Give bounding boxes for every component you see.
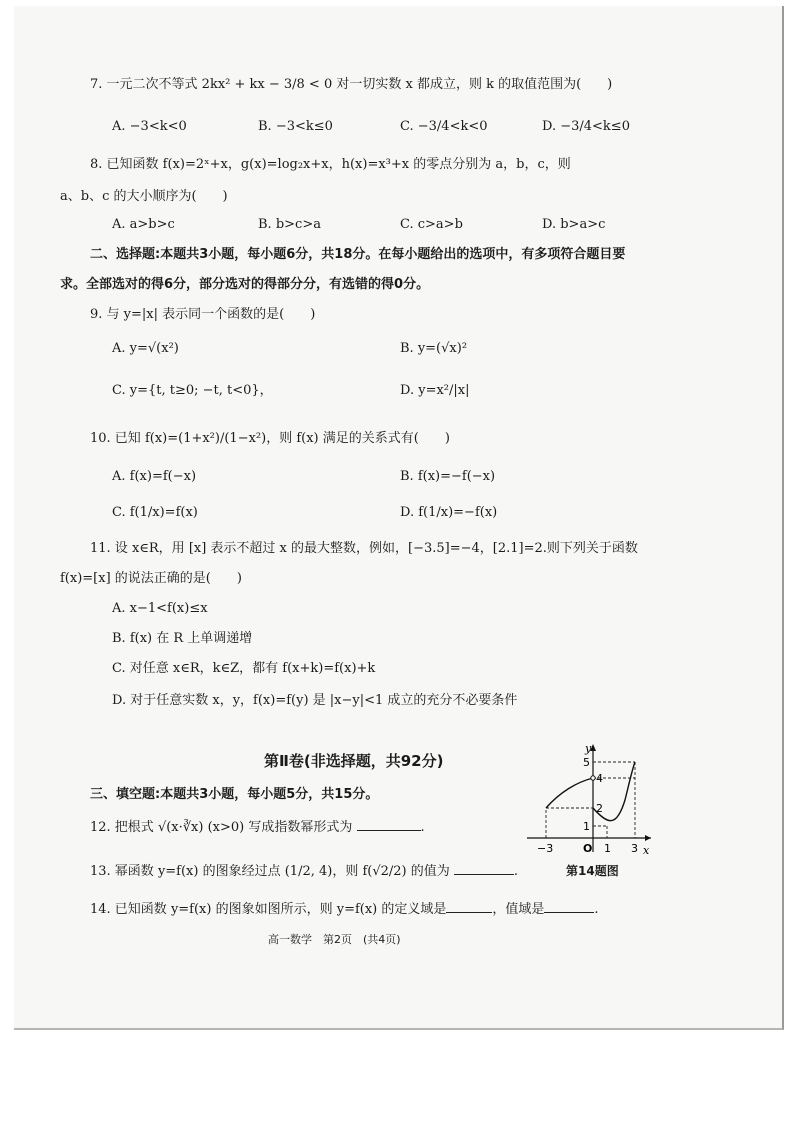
section-3-heading: 三、填空题:本题共3小题，每小题5分，共15分。	[90, 787, 379, 802]
label-x: x	[643, 844, 650, 857]
q8-option-c: C. c>a>b	[400, 217, 463, 232]
q12-text: 12. 把根式 √(x·∛x) (x>0) 写成指数幂形式为	[90, 820, 353, 835]
question-9-stem: 9. 与 y=|x| 表示同一个函数的是( )	[90, 307, 316, 322]
q10-option-c: C. f(1/x)=f(x)	[112, 505, 198, 520]
label-origin: O	[583, 842, 593, 855]
q11-option-a: A. x−1<f(x)≤x	[112, 601, 208, 616]
question-8-stem-line2: a、b、c 的大小顺序为( )	[60, 189, 228, 204]
section-2-heading-line2: 求。全部选对的得6分，部分选对的得部分分，有选错的得0分。	[60, 277, 430, 292]
q10-option-b: B. f(x)=−f(−x)	[400, 469, 496, 484]
q7-option-a: A. −3<k<0	[112, 119, 187, 134]
page-footer: 高一数学 第2页 (共4页)	[268, 933, 401, 946]
q8-option-a: A. a>b>c	[112, 217, 175, 232]
q9-option-c: C. y={t, t≥0; −t, t<0}，	[112, 383, 273, 398]
question-13	[90, 862, 518, 881]
label-neg3: −3	[537, 842, 554, 855]
q14-end: .	[594, 902, 599, 917]
open-point	[591, 776, 595, 780]
q7-option-c: C. −3/4<k<0	[400, 119, 488, 134]
question-12	[90, 818, 425, 837]
x-axis-arrow	[645, 835, 651, 841]
figure-caption: 第14题图	[566, 864, 619, 878]
label-x1: 1	[604, 842, 611, 855]
question-8-stem-line1: 8. 已知函数 f(x)=2ˣ+x，g(x)=log₂x+x，h(x)=x³+x 的零点分别为 a，b，c，则	[90, 157, 571, 172]
q14-text: 14. 已知函数 y=f(x) 的图象如图所示，则 y=f(x) 的定义域是	[90, 902, 447, 917]
q14-function-graph	[525, 740, 655, 860]
q12-answer-blank	[357, 818, 421, 831]
question-14	[90, 900, 599, 919]
q14-range-blank	[544, 900, 594, 913]
curve-left	[546, 778, 593, 808]
q8-option-d: D. b>a>c	[542, 217, 606, 232]
question-11-stem-line2: f(x)=[x] 的说法正确的是( )	[60, 571, 242, 586]
q10-option-d: D. f(1/x)=−f(x)	[400, 505, 498, 520]
q11-option-b: B. f(x) 在 R 上单调递增	[112, 631, 253, 646]
q13-end: .	[513, 864, 519, 879]
label-y4: 4	[596, 772, 603, 785]
part-2-title: 第Ⅱ卷(非选择题，共92分)	[264, 752, 444, 770]
label-y1: 1	[583, 820, 590, 833]
question-10-stem: 10. 已知 f(x)=(1+x²)/(1−x²)，则 f(x) 满足的关系式有( )	[90, 431, 450, 446]
q13-answer-blank	[454, 862, 514, 875]
q10-option-a: A. f(x)=f(−x)	[112, 469, 197, 484]
q7-option-d: D. −3/4<k≤0	[542, 119, 630, 134]
q14-mid: ，值域是	[492, 902, 545, 917]
q9-option-b: B. y=(√x)²	[400, 341, 468, 356]
q13-text: 13. 幂函数 y=f(x) 的图象经过点 (1/2, 4)，则 f(√2/2) 的值为	[90, 864, 450, 879]
question-7-stem: 7. 一元二次不等式 2kx² + kx − 3/8 < 0 对一切实数 x 都成立，则 k 的取值范围为( )	[90, 77, 613, 92]
label-y2: 2	[596, 802, 603, 815]
question-11-stem-line1: 11. 设 x∈R，用 [x] 表示不超过 x 的最大整数，例如，[−3.5]=−4，[2.1]=2.则下列关于函数	[90, 541, 638, 556]
guide-lines	[546, 762, 635, 838]
label-y5: 5	[583, 756, 590, 769]
label-x3: 3	[631, 842, 638, 855]
q11-option-d: D. 对于任意实数 x，y，f(x)=f(y) 是 |x−y|<1 成立的充分不必要条件	[112, 693, 518, 708]
q9-option-a: A. y=√(x²)	[112, 341, 179, 356]
q9-option-d: D. y=x²/|x|	[400, 383, 470, 398]
q11-option-c: C. 对任意 x∈R，k∈Z，都有 f(x+k)=f(x)+k	[112, 661, 376, 676]
label-y: y	[585, 742, 592, 755]
q14-domain-blank	[446, 900, 492, 913]
q7-option-b: B. −3<k≤0	[258, 119, 333, 134]
q12-end: .	[420, 820, 425, 835]
section-2-heading-line1: 二、选择题:本题共3小题，每小题6分，共18分。在每小题给出的选项中，有多项符合题目要	[90, 247, 626, 262]
q8-option-b: B. b>c>a	[258, 217, 321, 232]
